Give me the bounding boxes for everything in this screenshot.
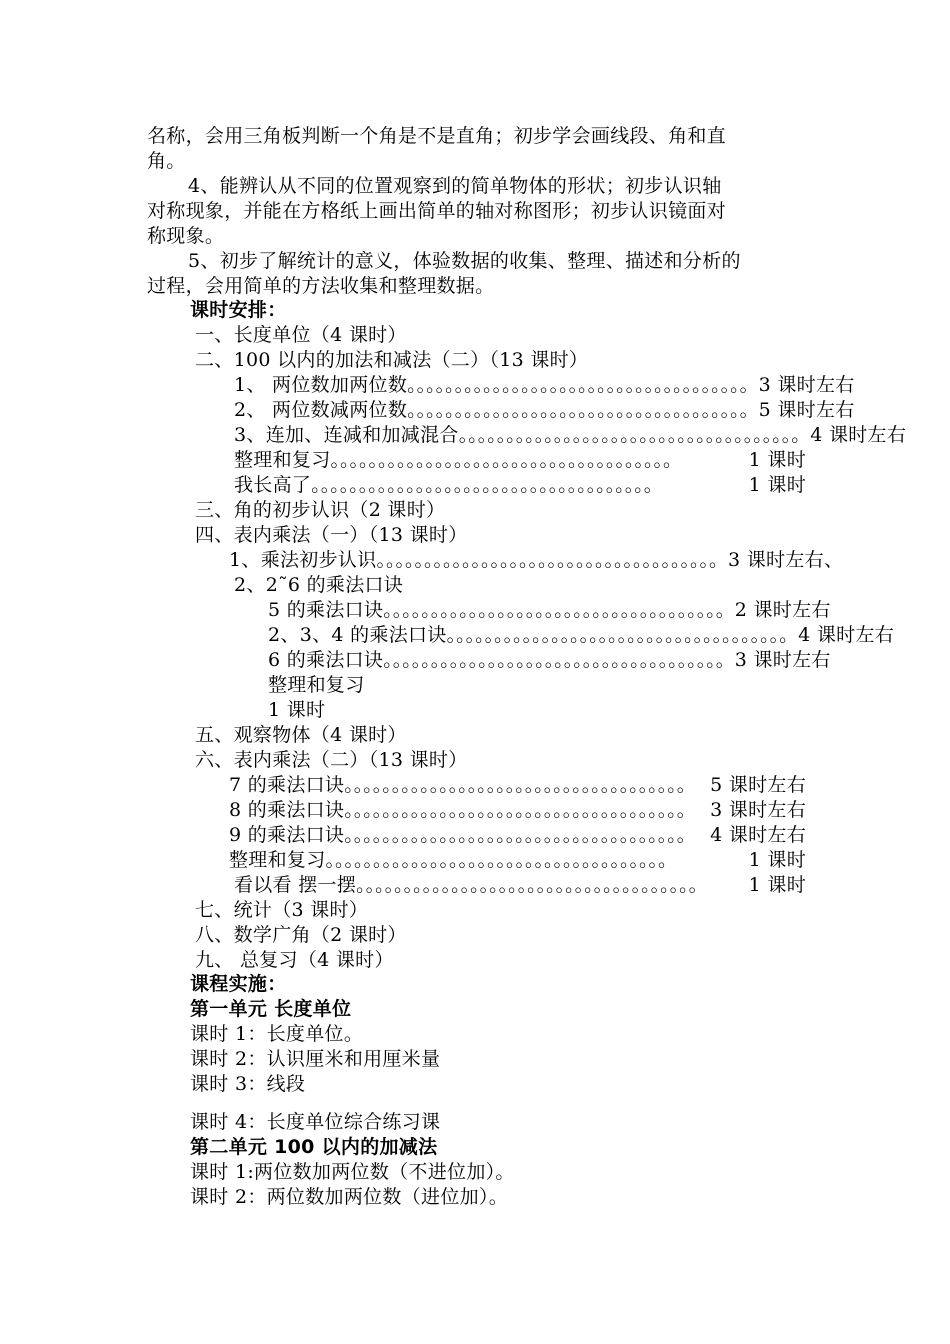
toc-entry xyxy=(229,773,806,798)
toc-entry xyxy=(229,823,806,848)
unit-1-title: 第一单元 长度单位 xyxy=(190,998,352,1020)
toc-label: 1、 两位数加两位数 xyxy=(234,374,408,396)
toc-hours: 3 课时左右 xyxy=(710,799,806,821)
unit-2-lesson: 课时 2：两位数加两位数（进位加）。 xyxy=(190,1186,509,1208)
toc-hours: 1 课时 xyxy=(748,849,806,871)
unit-2-lesson: 课时 1:两位数加两位数（不进位加）。 xyxy=(190,1161,515,1183)
unit-1-lesson: 课时 4：长度单位综合练习课 xyxy=(190,1111,441,1133)
toc-leader: 。。。。。。。。。。。。。。。。。。。。。。。。。。。。。。。。。。。。 xyxy=(383,649,735,671)
toc-entry xyxy=(234,398,855,423)
unit-1-lesson: 课时 3：线段 xyxy=(190,1073,306,1095)
schedule-unit-4-review: 整理和复习 xyxy=(268,674,365,696)
toc-entry xyxy=(234,373,855,398)
toc-hours: 1 课时 xyxy=(748,874,806,896)
item4-line-1: 4、能辨认从不同的位置观察到的简单物体的形状；初步认识轴 xyxy=(188,175,722,197)
toc-leader: 。。。。。。。。。。。。。。。。。。。。。。。。。。。。。。。。。。。。 xyxy=(458,424,811,446)
toc-entry xyxy=(229,798,806,823)
item4-line-3: 称现象。 xyxy=(147,225,225,247)
toc-entry xyxy=(229,548,844,573)
schedule-unit-1: 一、长度单位（4 课时） xyxy=(195,324,407,346)
toc-label: 看以看 摆一摆 xyxy=(234,874,357,896)
schedule-unit-6: 六、表内乘法（二）（13 课时） xyxy=(195,749,468,771)
item5-line-1: 5、初步了解统计的意义，体验数据的收集、整理、描述和分析的 xyxy=(188,250,741,272)
toc-leader: 。。。。。。。。。。。。。。。。。。。。。。。。。。。。。。。。。。。。 xyxy=(407,374,759,396)
toc-label: 8 的乘法口诀 xyxy=(229,799,345,821)
toc-hours: 1 课时 xyxy=(748,474,806,496)
schedule-unit-7: 七、统计（3 课时） xyxy=(195,899,369,921)
intro-line-1: 名称，会用三角板判断一个角是不是直角；初步学会画线段、角和直 xyxy=(147,125,727,147)
toc-hours: 3 课时左右 xyxy=(734,649,831,671)
toc-leader: 。。。。。。。。。。。。。。。。。。。。。。。。。。。。。。。。。。。。 xyxy=(311,474,663,496)
toc-entry xyxy=(234,473,806,498)
toc-hours: 5 课时左右 xyxy=(758,399,855,421)
toc-hours: 1 课时 xyxy=(748,449,806,471)
toc-hours: 3 课时左右 xyxy=(758,374,855,396)
toc-label: 我长高了 xyxy=(234,474,312,496)
implementation-heading: 课程实施： xyxy=(190,973,287,995)
toc-leader: 。。。。。。。。。。。。。。。。。。。。。。。。。。。。。。。。。。。。 xyxy=(446,624,799,646)
toc-label: 2、 两位数减两位数 xyxy=(234,399,408,421)
toc-leader: 。。。。。。。。。。。。。。。。。。。。。。。。。。。。。。。。。。。。 xyxy=(330,449,683,471)
toc-label: 整理和复习 xyxy=(229,849,326,871)
toc-leader: 。。。。。。。。。。。。。。。。。。。。。。。。。。。。。。。。。。。。 xyxy=(376,549,729,571)
toc-leader: 。。。。。。。。。。。。。。。。。。。。。。。。。。。。。。。。。。。。 xyxy=(344,774,696,796)
schedule-unit-4-item-2: 2、2˜6 的乘法口诀 xyxy=(234,574,404,596)
toc-entry xyxy=(268,648,831,673)
toc-hours: 2 课时左右 xyxy=(734,599,831,621)
schedule-unit-2: 二、100 以内的加法和减法（二）（13 课时） xyxy=(195,349,589,371)
toc-leader: 。。。。。。。。。。。。。。。。。。。。。。。。。。。。。。。。。。。。 xyxy=(407,399,759,421)
toc-leader: 。。。。。。。。。。。。。。。。。。。。。。。。。。。。。。。。。。。。 xyxy=(356,874,708,896)
toc-label: 2、3、4 的乘法口诀 xyxy=(268,624,447,646)
toc-hours: 3 课时左右、 xyxy=(728,549,844,571)
toc-label: 7 的乘法口诀 xyxy=(229,774,345,796)
toc-leader: 。。。。。。。。。。。。。。。。。。。。。。。。。。。。。。。。。。。。 xyxy=(325,849,678,871)
toc-entry xyxy=(234,873,806,898)
toc-leader: 。。。。。。。。。。。。。。。。。。。。。。。。。。。。。。。。。。。。 xyxy=(383,599,735,621)
toc-label: 1、乘法初步认识 xyxy=(229,549,377,571)
intro-line-2: 角。 xyxy=(147,150,186,172)
schedule-unit-8: 八、数学广角（2 课时） xyxy=(195,924,407,946)
toc-entry xyxy=(234,423,907,448)
toc-entry xyxy=(268,623,895,648)
toc-hours: 4 课时左右 xyxy=(810,424,907,446)
item4-line-2: 对称现象，并能在方格纸上画出简单的轴对称图形；初步认识镜面对 xyxy=(147,200,727,222)
schedule-unit-4: 四、表内乘法（一）（13 课时） xyxy=(195,524,468,546)
toc-entry xyxy=(229,848,806,873)
toc-entry xyxy=(268,598,831,623)
schedule-unit-3: 三、角的初步认识（2 课时） xyxy=(195,499,446,521)
toc-hours: 4 课时左右 xyxy=(798,624,895,646)
toc-label: 5 的乘法口诀 xyxy=(268,599,384,621)
unit-1-lesson: 课时 2：认识厘米和用厘米量 xyxy=(190,1048,441,1070)
toc-label: 6 的乘法口诀 xyxy=(268,649,384,671)
toc-leader: 。。。。。。。。。。。。。。。。。。。。。。。。。。。。。。。。。。。。 xyxy=(344,824,696,846)
toc-hours: 4 课时左右 xyxy=(710,824,806,846)
item5-line-2: 过程，会用简单的方法收集和整理数据。 xyxy=(147,275,495,297)
toc-label: 3、连加、连减和加减混合 xyxy=(234,424,459,446)
schedule-unit-9: 九、 总复习（4 课时） xyxy=(195,949,394,971)
toc-label: 整理和复习 xyxy=(234,449,331,471)
toc-leader: 。。。。。。。。。。。。。。。。。。。。。。。。。。。。。。。。。。。。 xyxy=(344,799,696,821)
unit-1-lesson: 课时 1：长度单位。 xyxy=(190,1023,364,1045)
toc-label: 9 的乘法口诀 xyxy=(229,824,345,846)
toc-hours: 5 课时左右 xyxy=(710,774,806,796)
schedule-unit-5: 五、观察物体（4 课时） xyxy=(195,724,407,746)
toc-entry xyxy=(234,448,806,473)
unit-2-title: 第二单元 100 以内的加减法 xyxy=(190,1136,438,1158)
schedule-unit-4-review-hours: 1 课时 xyxy=(268,699,326,721)
schedule-heading: 课时安排： xyxy=(190,299,287,321)
